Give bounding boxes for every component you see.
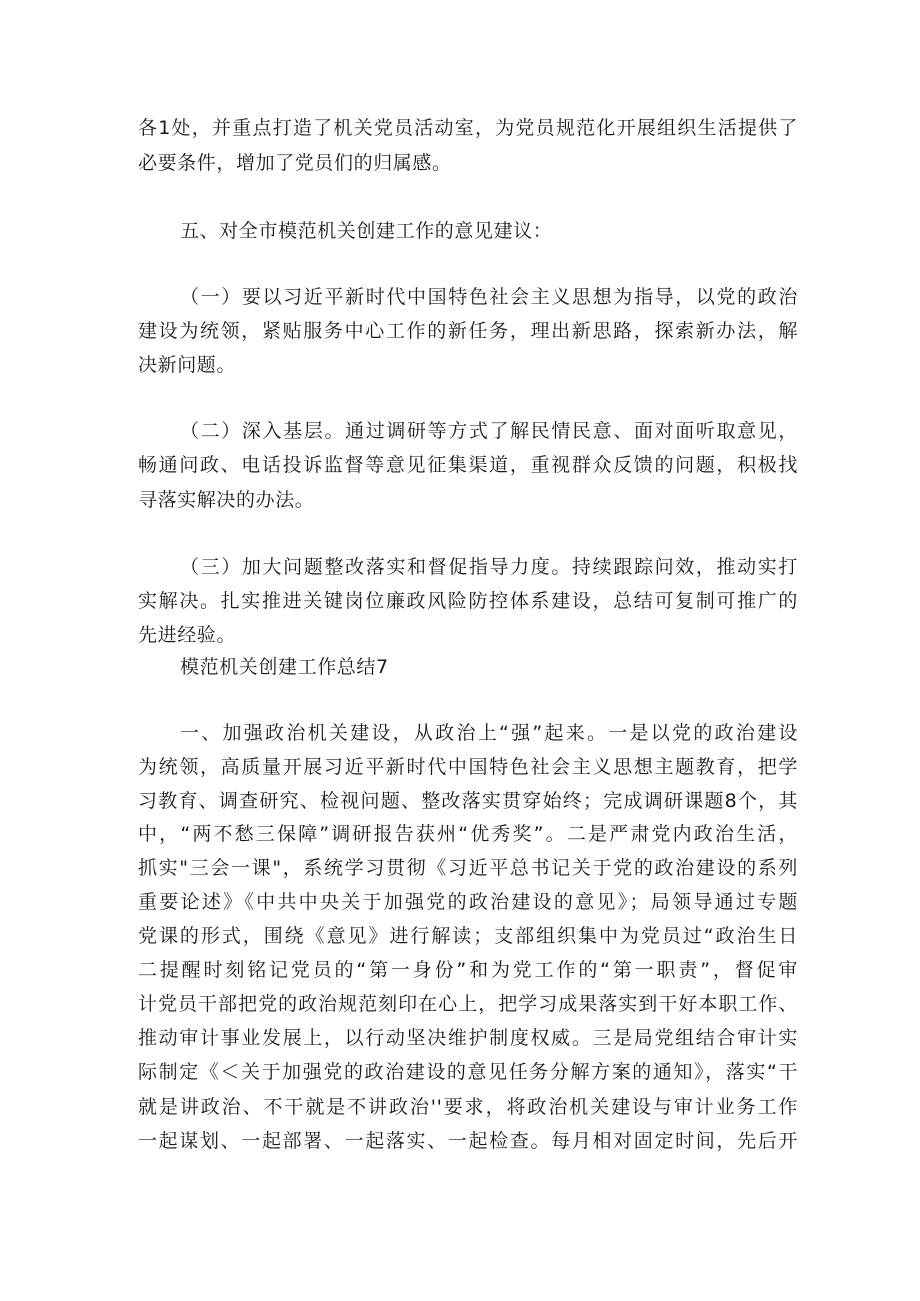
paragraph-line: 就是讲政治、不干就是不讲政治''要求，将政治机关建设与审计业务工作 bbox=[138, 1096, 798, 1118]
paragraph-line: 二提醒时刻铭记党员的“第一身份”和为党工作的“第一职责”，督促审 bbox=[138, 959, 798, 981]
paragraph-line: 各1处，并重点打造了机关党员活动室，为党员规范化开展组织生活提供了 bbox=[138, 117, 798, 139]
paragraph-line: 畅通问政、电话投诉监督等意见征集渠道，重视群众反馈的问题，积极找 bbox=[138, 454, 798, 476]
paragraph-line: 为统领，高质量开展习近平新时代中国特色社会主义思想主题教育，把学 bbox=[138, 756, 798, 778]
paragraph-line: 决新问题。 bbox=[138, 354, 237, 376]
paragraph-line: 推动审计事业发展上，以行动坚决维护制度权威。三是局党组结合审计实 bbox=[138, 1027, 798, 1049]
paragraph-line: （一）要以习近平新时代中国特色社会主义思想为指导，以党的政治 bbox=[180, 286, 798, 308]
paragraph-line: 重要论述》《中共中央关于加强党的政治建设的意见》；局领导通过专题 bbox=[138, 891, 798, 913]
paragraph-line: 抓实"三会一课"，系统学习贯彻《习近平总书记关于党的政治建设的系列 bbox=[138, 857, 798, 879]
paragraph-line: （二）深入基层。通过调研等方式了解民情民意、面对面听取意见， bbox=[180, 420, 798, 442]
paragraph-line: 建设为统领，紧贴服务中心工作的新任务，理出新思路，探索新办法，解 bbox=[138, 320, 798, 342]
paragraph-line: （三）加大问题整改落实和督促指导力度。持续跟踪问效，推动实打 bbox=[180, 556, 798, 578]
paragraph-line: 党课的形式，围绕《意见》进行解读；支部组织集中为党员过“政治生日 bbox=[138, 925, 798, 947]
paragraph-line: 计党员干部把党的政治规范刻印在心上，把学习成果落实到干好本职工作、 bbox=[138, 993, 798, 1015]
paragraph-line: 一、加强政治机关建设，从政治上“强”起来。一是以党的政治建设 bbox=[180, 722, 798, 744]
paragraph-line: 习教育、调查研究、检视问题、整改落实贯穿始终；完成调研课题8个，其 bbox=[138, 790, 798, 812]
paragraph-line: 先进经验。 bbox=[138, 624, 237, 646]
paragraph-line: 寻落实解决的办法。 bbox=[138, 489, 315, 511]
paragraph-line: 必要条件，增加了党员们的归属感。 bbox=[138, 152, 452, 174]
paragraph-line: 际制定《＜关于加强党的政治建设的意见任务分解方案的通知》，落实“干 bbox=[138, 1061, 798, 1083]
paragraph-line: 一起谋划、一起部署、一起落实、一起检查。每月相对固定时间，先后开 bbox=[138, 1130, 798, 1152]
section-heading: 五、对全市模范机关创建工作的意见建议： bbox=[180, 220, 553, 242]
paragraph-line: 中，“两不愁三保障”调研报告获州“优秀奖”。二是严肃党内政治生活， bbox=[138, 823, 798, 845]
document-title: 模范机关创建工作总结7 bbox=[180, 656, 389, 678]
paragraph-line: 实解决。扎实推进关键岗位廉政风险防控体系建设，总结可复制可推广的 bbox=[138, 590, 798, 612]
